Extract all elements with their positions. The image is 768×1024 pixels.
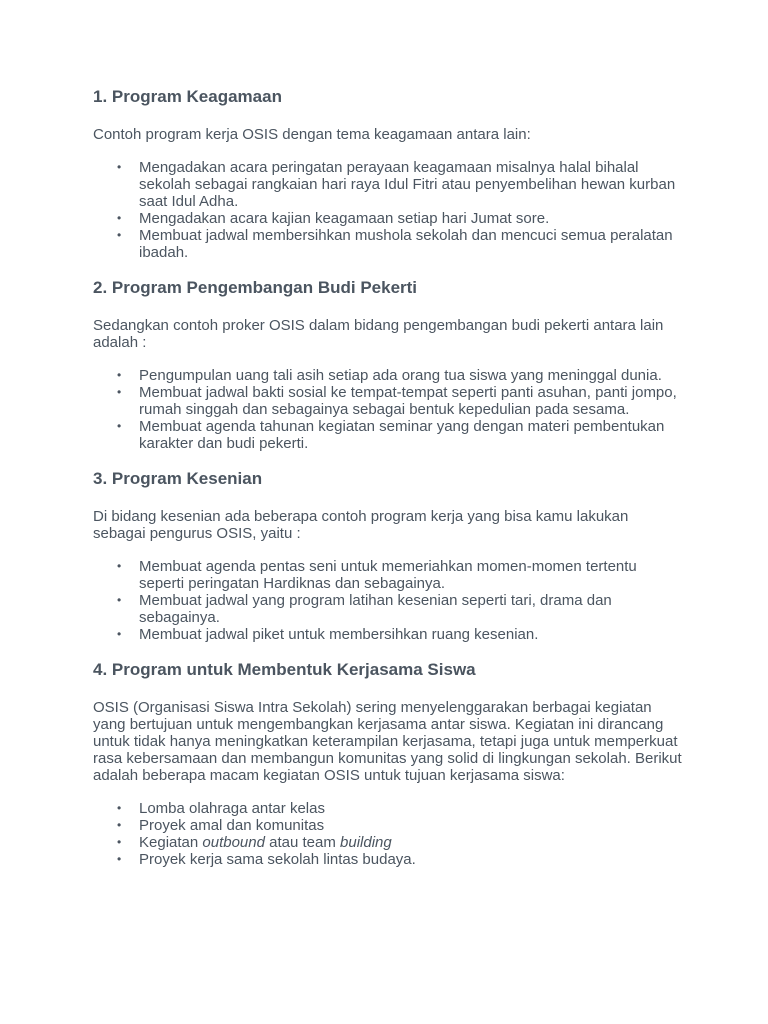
- section-intro: Sedangkan contoh proker OSIS dalam bidang pengembangan budi pekerti antara lain adalah :: [93, 317, 664, 351]
- list-item: • Mengadakan acara peringatan perayaan keagamaan misalnya halal bihalal sekolah sebagai rangkaian hari raya Idul Fitri atau penyembelihan hewan kurban saat Idul Adha.: [117, 159, 676, 210]
- bullet-icon: •: [117, 852, 122, 866]
- section-budi-pekerti: [93, 277, 683, 452]
- list-item: • Kegiatan outbound atau team building: [117, 834, 392, 851]
- bullet-list: [93, 159, 683, 261]
- bullet-icon: •: [117, 228, 122, 242]
- bullet-icon: •: [117, 627, 122, 641]
- section-kerjasama: [93, 659, 683, 868]
- list-item: • Mengadakan acara kajian keagamaan setiap hari Jumat sore.: [117, 210, 550, 227]
- bullet-icon: •: [117, 385, 122, 399]
- list-item: • Membuat jadwal bakti sosial ke tempat-tempat seperti panti asuhan, panti jompo, rumah singgah dan sebagainya sebagai bentuk kepedulian pada sesama.: [117, 384, 677, 418]
- list-item: • Membuat agenda pentas seni untuk memeriahkan momen-momen tertentu seperti peringatan Hardiknas dan sebagainya.: [117, 558, 637, 592]
- list-item: • Proyek kerja sama sekolah lintas budaya.: [117, 851, 416, 868]
- section-intro: OSIS (Organisasi Siswa Intra Sekolah) sering menyelenggarakan berbagai kegiatan yang bertujuan untuk mengembangkan kerjasama antar siswa. Kegiatan ini dirancang untuk tidak hanya meningkatkan keterampilan kerjasama, tetapi juga untuk memperkuat rasa kebersamaan dan membangun komunitas yang solid di lingkungan sekolah. Berikut adalah beberapa macam kegiatan OSIS untuk tujuan kerjasama siswa:: [93, 699, 682, 784]
- section-intro: Contoh program kerja OSIS dengan tema keagamaan antara lain:: [93, 126, 531, 143]
- bullet-list: [93, 558, 683, 643]
- list-item: • Membuat jadwal yang program latihan kesenian seperti tari, drama dan sebagainya.: [117, 592, 612, 626]
- bullet-icon: •: [117, 559, 122, 573]
- list-item: • Pengumpulan uang tali asih setiap ada orang tua siswa yang meninggal dunia.: [117, 367, 662, 384]
- bullet-icon: •: [117, 593, 122, 607]
- bullet-icon: •: [117, 801, 122, 815]
- list-item: • Membuat agenda tahunan kegiatan seminar yang dengan materi pembentukan karakter dan budi pekerti.: [117, 418, 665, 452]
- section-heading: 2. Program Pengembangan Budi Pekerti: [93, 278, 418, 297]
- list-item: • Proyek amal dan komunitas: [117, 817, 325, 834]
- section-keagamaan: [93, 86, 683, 261]
- list-item: • Membuat jadwal piket untuk membersihkan ruang kesenian.: [117, 626, 539, 643]
- bullet-list: [93, 367, 683, 452]
- list-item: • Lomba olahraga antar kelas: [117, 800, 325, 817]
- section-heading: 4. Program untuk Membentuk Kerjasama Siswa: [93, 660, 476, 679]
- bullet-icon: •: [117, 211, 122, 225]
- bullet-icon: •: [117, 419, 122, 433]
- bullet-icon: •: [117, 368, 122, 382]
- section-heading: 1. Program Keagamaan: [93, 87, 282, 106]
- section-intro: Di bidang kesenian ada beberapa contoh program kerja yang bisa kamu lakukan sebagai pengurus OSIS, yaitu :: [93, 508, 629, 542]
- list-item: • Membuat jadwal membersihkan mushola sekolah dan mencuci semua peralatan ibadah.: [117, 227, 673, 261]
- bullet-icon: •: [117, 835, 122, 849]
- bullet-list: [93, 800, 683, 868]
- section-kesenian: [93, 468, 683, 643]
- bullet-icon: •: [117, 818, 122, 832]
- section-heading: 3. Program Kesenian: [93, 469, 263, 488]
- bullet-icon: •: [117, 160, 122, 174]
